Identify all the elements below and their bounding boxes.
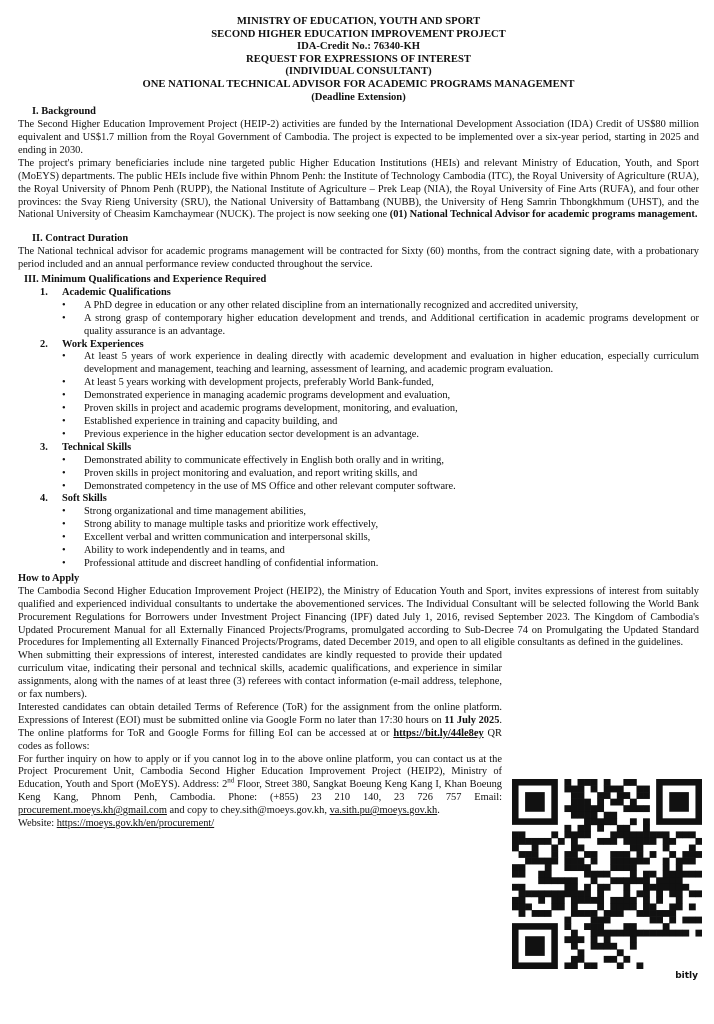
header-project: SECOND HIGHER EDUCATION IMPROVEMENT PROJECT <box>211 28 506 40</box>
subsection-title: Work Experiences <box>62 338 144 350</box>
subsection-technical-skills <box>18 442 699 455</box>
list-item: • Professional attitude and discreet handling of confidential information. <box>84 558 699 571</box>
how-to-apply-paragraph-2: When submitting their expressions of interest, interested candidates are kindly requested to provide their updated curriculum vitae, indicating their personal and technical skills, academic qualifications, and experience in similar assignments, along with the names of at least three (3) referees with contact information (e-mail address, telephone, or fax numbers). <box>18 650 502 701</box>
subsection-title: Technical Skills <box>62 441 132 453</box>
contract-duration-paragraph: The National technical advisor for academic programs management will be contracted for Sixty (60) months, from the contract signing date, with a probationary period included and an annual performance review conducted throughout the service. <box>18 246 699 271</box>
subsection-title: Soft Skills <box>62 493 107 505</box>
list-item: • Demonstrated competency in the use of MS Office and other relevant computer software. <box>84 481 699 494</box>
list-item: • Proven skills in project monitoring and evaluation, and report writing skills, and <box>84 468 699 481</box>
list-item: • Previous experience in the higher education sector development is an advantage. <box>84 429 699 442</box>
list-item: • Excellent verbal and written communication and interpersonal skills, <box>84 532 699 545</box>
header-credit-no: IDA-Credit No.: 76340-KH <box>296 41 421 53</box>
list-item: • Demonstrated experience in managing academic programs development and evaluation, <box>84 390 699 403</box>
subsection-academic-qualifications <box>18 287 699 300</box>
background-position-highlight: (01) National Technical Advisor for academic programs management. <box>389 209 698 221</box>
how-to-apply-paragraph-4 <box>18 754 502 819</box>
subsection-number: 2. <box>40 338 48 350</box>
header-consultant-type: (INDIVIDUAL CONSULTANT) <box>285 66 432 78</box>
subsection-work-experiences <box>18 339 699 352</box>
qualifications-heading: III. Minimum Qualifications and Experience Required <box>24 274 267 286</box>
contact-text: For further inquiry on how to apply or if you cannot log in to the above online platform, you can contact us at the Project Procurement Unit, Cambodia Second Higher Education Improvement Project (HEIP2), Ministry of Education, Youth and Sport (MoEYS). Address: 2 <box>18 753 502 791</box>
list-item: • At least 5 years of work experience in dealing directly with academic development and evaluation in higher education, especially curriculum development and management, teaching and learning, assessment of learning, and academic program evaluation. <box>84 351 699 377</box>
tor-text-continued: . The online platforms for ToR and Google Forms for filling EoI can be accessed at or <box>18 714 503 739</box>
bitly-caption: bitly <box>675 971 698 982</box>
list-item: • Strong organizational and time management abilities, <box>84 506 699 519</box>
soft-skills-list <box>18 506 699 571</box>
work-experiences-list <box>18 351 699 441</box>
website-link[interactable]: https://moeys.gov.kh/en/procurement/ <box>56 818 215 830</box>
copy-to-text: and copy to chey.sith@moeys.gov.kh, <box>166 805 330 817</box>
technical-skills-list <box>18 455 699 494</box>
qr-codes-text: QR codes as follows: <box>18 727 502 752</box>
deadline-date: 11 July 2025 <box>444 714 500 726</box>
background-paragraph-2-text: The project's primary beneficiaries include nine targeted public Higher Education Institutions (HEIs) and relevant Ministry of Education, Youth, and Sport (MoEYS) departments. The public HEIs include five within Phnom Penh: the Institute of Technology Cambodia (ITC), the Royal University of Agriculture (RUA), the Royal University of Phnom Penh (RUPP), the National Institute of Agriculture – Prek Leap (NIA), the Royal University of Fine Arts (RUFA), and four other provinces: the Svay Rieng University (SRU), the National University of Battambang (NUBB), the University of Heng Samrin Thbongkhmum (UHST), and the National University of Cheasim Kamchaymear (NUCK). The project is now seeking one <box>18 157 699 221</box>
document-header <box>18 16 699 104</box>
contract-duration-heading: II. Contract Duration <box>32 233 129 245</box>
document-page <box>18 16 699 831</box>
qr-code-image <box>512 779 702 969</box>
list-item: • Strong ability to manage multiple tasks and prioritize work effectively, <box>84 519 699 532</box>
subsection-number: 3. <box>40 441 48 453</box>
list-item: • Proven skills in project and academic programs development, monitoring, and evaluation, <box>84 403 699 416</box>
contact-address-text: Floor, Street 380, Sangkat Boeung Keng Kang I, Khan Boeung Keng Kang, Phnom Penh, Cambodia. Phone: (+855) 23 210 140, 23 726 757 Email: <box>18 779 502 804</box>
subsection-number: 4. <box>40 493 48 505</box>
bitly-link[interactable]: https://bit.ly/44le8ey <box>393 727 484 739</box>
background-paragraph-2 <box>18 158 699 223</box>
list-item: • Ability to work independently and in teams, and <box>84 545 699 558</box>
tor-text: Interested candidates can obtain detailed Terms of Reference (ToR) for the assignment from the online platform. Expressions of Interest (EOI) must be submitted online via Google Form no later than 17:30 hours on <box>18 701 502 726</box>
website-label: Website: <box>18 818 57 830</box>
list-item: • At least 5 years working with development projects, preferably World Bank-funded, <box>84 377 699 390</box>
qr-code[interactable] <box>512 779 702 985</box>
subsection-number: 1. <box>40 286 48 298</box>
how-to-apply-heading: How to Apply <box>18 572 80 584</box>
academic-qualifications-list <box>18 300 699 339</box>
procurement-email-link[interactable]: procurement.moeys.kh@gmail.com <box>18 805 167 817</box>
subsection-title: Academic Qualifications <box>62 286 171 298</box>
header-deadline-note: (Deadline Extension) <box>311 91 406 103</box>
background-heading: I. Background <box>32 106 96 118</box>
background-paragraph-1: The Second Higher Education Improvement Project (HEIP-2) activities are funded by the International Development Association (IDA) Credit of US$80 million equivalent and US$1.7 million from the Royal Government of Cambodia. The project is expected to be implemented over a six-year period, starting in 2025 and ending in 2030. <box>18 119 699 156</box>
how-to-apply-paragraph-3 <box>18 702 502 754</box>
floor-superscript: nd <box>227 776 235 785</box>
how-to-apply-paragraph-1: The Cambodia Second Higher Education Improvement Project (HEIP2), the Ministry of Education Youth and Sport, invites expressions of interest from suitably qualified and experienced individual consultants to undertake the abovementioned services. The Individual Consultant will be selected following the World Bank Procurement Regulations for Borrowers under Investment Project Financing (IPF) dated July 1, 2016, revised September 2023. The Kingdom of Cambodia's Updated Procurement Manual for all Externally Financed Projects/Programs, promulgated according to Sub-Decree 74 on Promulgating the Updated Standard Procedures for Implementing all Externally Financed Projects/Programs, dated December 2019, and open to all eligible consultants as defined in the guidelines. <box>18 585 699 649</box>
list-item: • Established experience in training and capacity building, and <box>84 416 699 429</box>
period-text: . <box>437 805 440 817</box>
header-ministry: MINISTRY OF EDUCATION, YOUTH AND SPORT <box>236 16 481 27</box>
header-position: ONE NATIONAL TECHNICAL ADVISOR FOR ACADEMIC PROGRAMS MANAGEMENT <box>142 78 575 90</box>
list-item: • A PhD degree in education or any other related discipline from an internationally recognized and accredited university, <box>84 300 699 313</box>
sith-email-link[interactable]: va.sith.pu@moeys.gov.kh <box>329 805 438 817</box>
list-item: • Demonstrated ability to communicate effectively in English both orally and in writing, <box>84 455 699 468</box>
list-item: • A strong grasp of contemporary higher education development and trends, and Additional certification in academic programs development or quality assurance is an advantage. <box>84 313 699 339</box>
header-request: REQUEST FOR EXPRESSIONS OF INTEREST <box>246 53 471 65</box>
subsection-soft-skills <box>18 493 699 506</box>
